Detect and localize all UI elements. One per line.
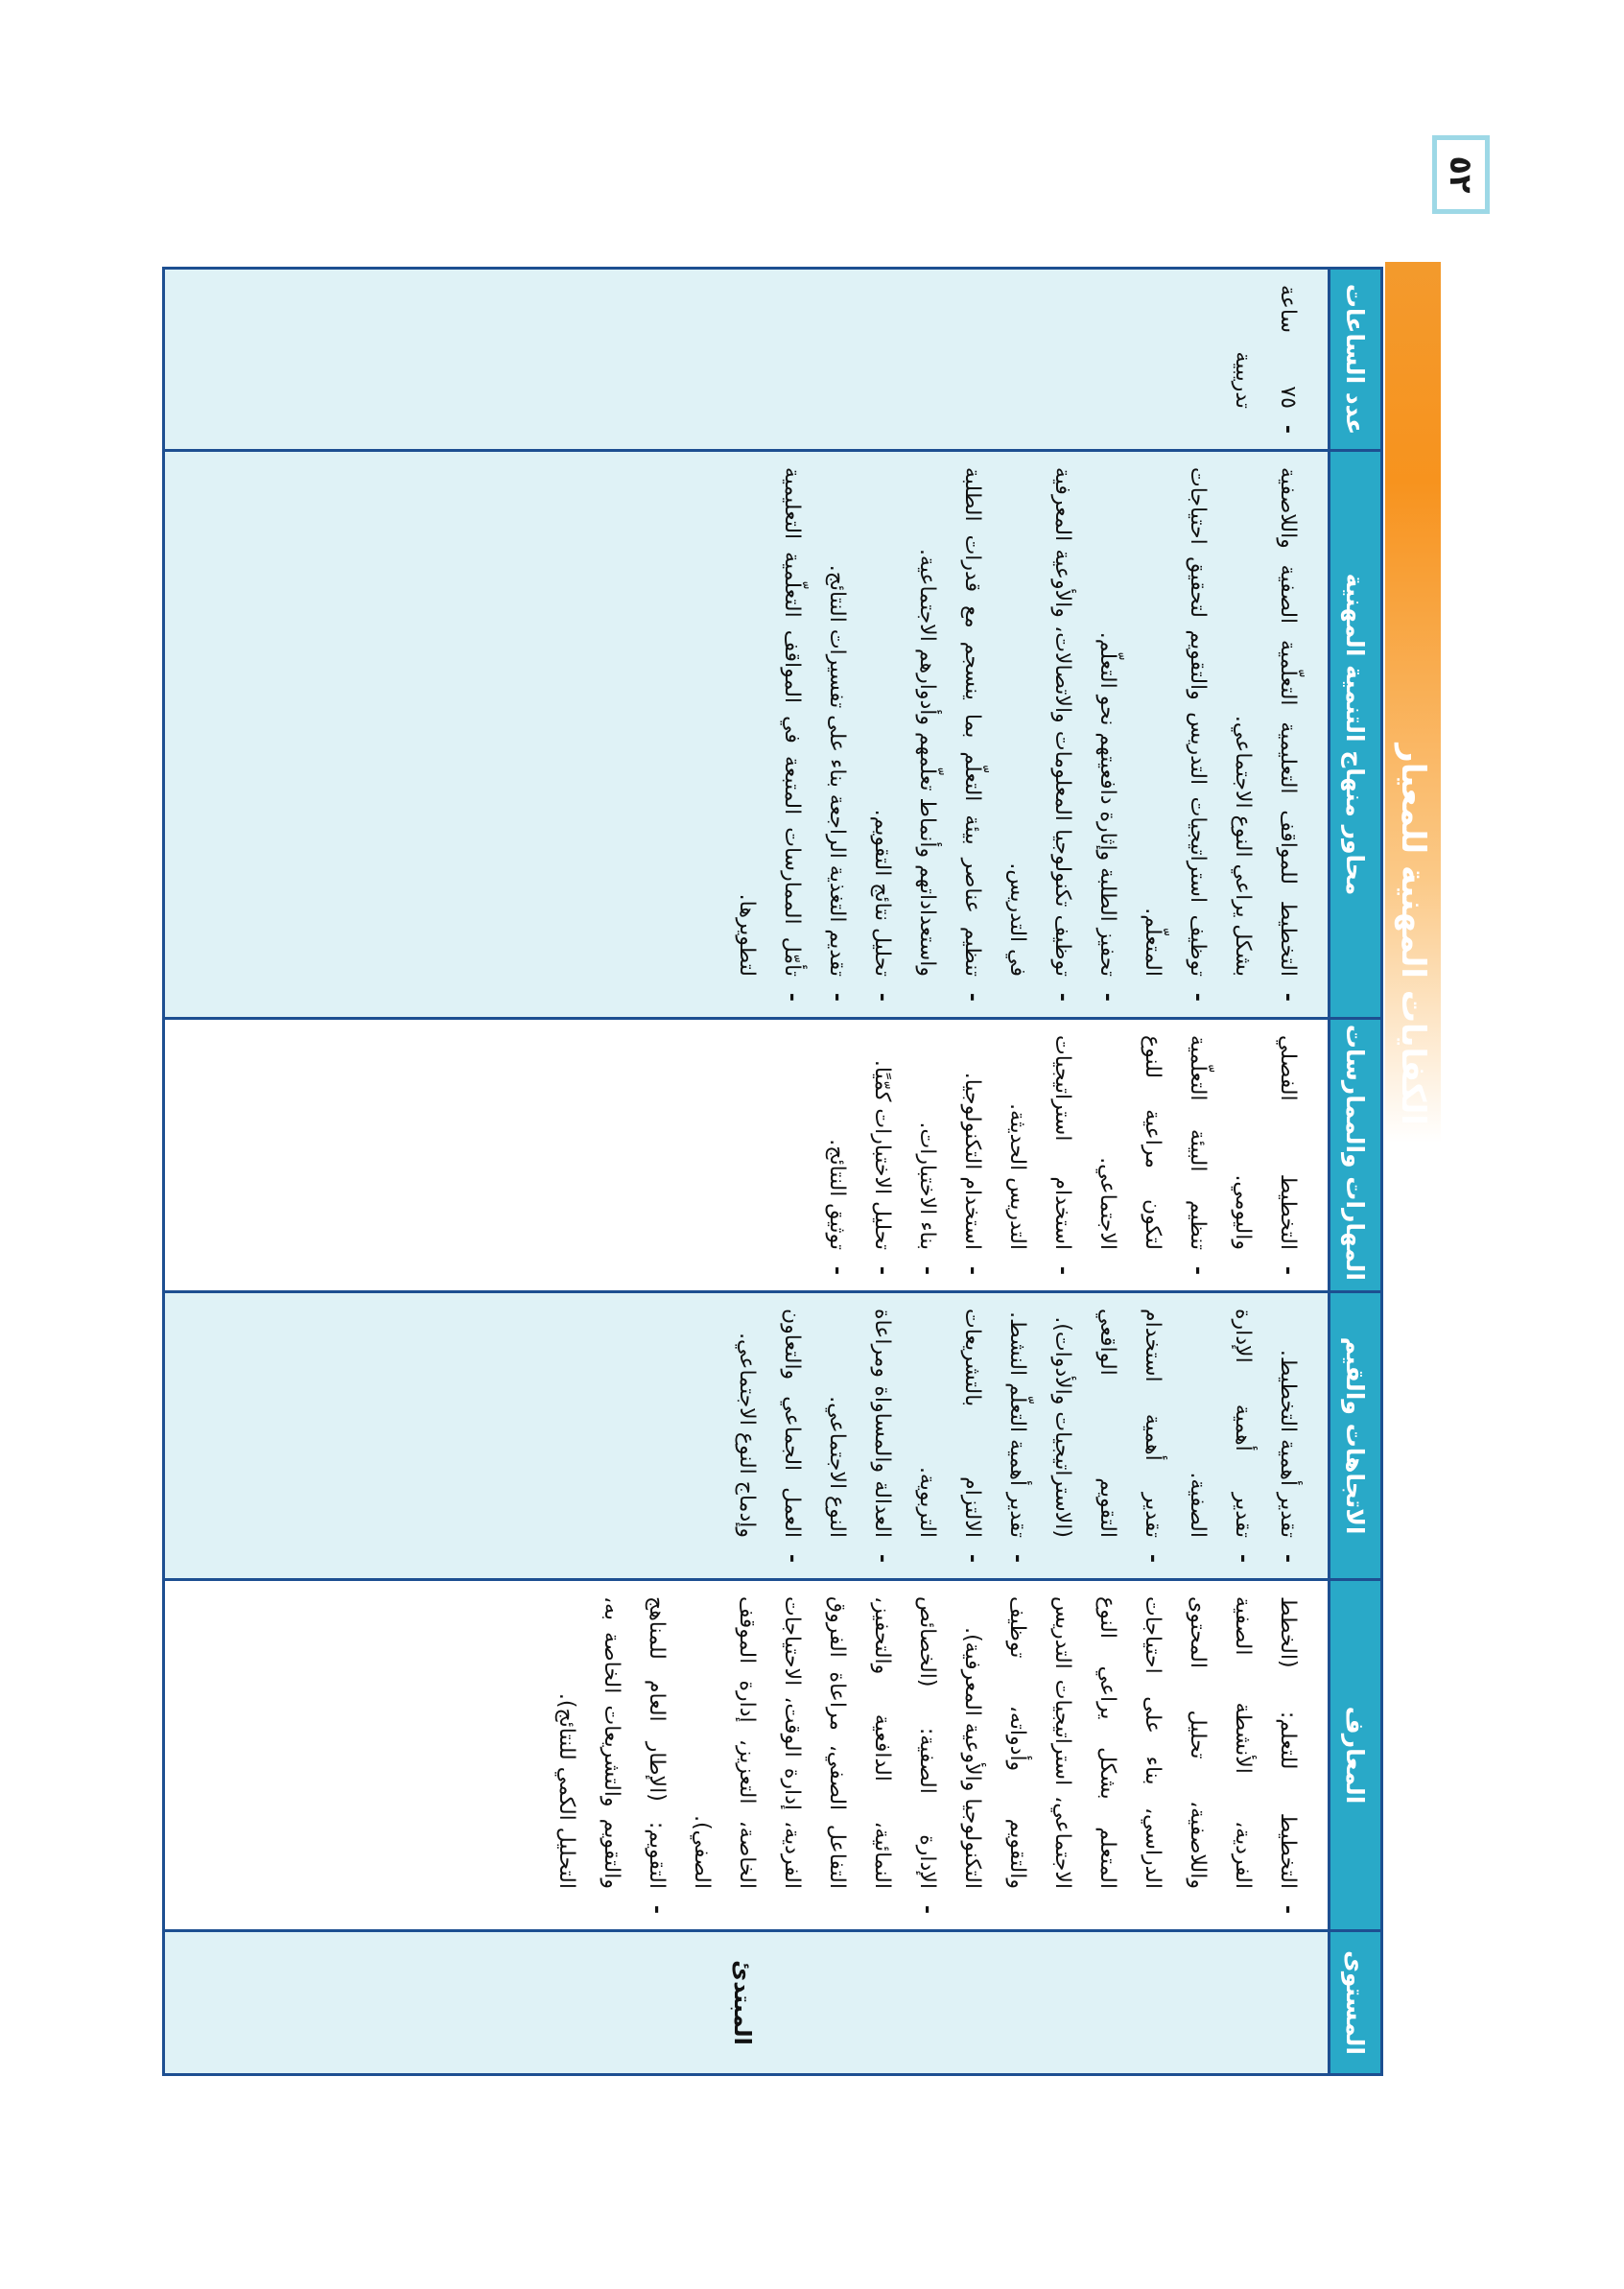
skill-item: - تنظيم البيئة التعلّمية لتكون مراعية للنوع الاجتماعي. (1085, 1035, 1220, 1275)
table-header-row (1330, 269, 1382, 2075)
program-item-list (724, 467, 1310, 1002)
program-item: - توظيف استراتيجيات التدريس والتقويم لتحقيق احتياجات المتعلّم. (1130, 467, 1220, 1002)
attitudes-cell (164, 1292, 1330, 1580)
header-attitudes: الاتجاهات والقيم (1330, 1292, 1382, 1580)
skill-item: - توثيق النتائج. (814, 1035, 859, 1275)
header-skills: المهارات والممارسات (1330, 1019, 1382, 1292)
skill-item: - استخدام التكنولوجيا. (950, 1035, 995, 1275)
attitude-item: - تقدير أهمية التخطيط. (1265, 1309, 1310, 1563)
page-number: ٥٢ (1443, 155, 1479, 194)
knowledge-item-list (544, 1596, 1310, 1914)
level-cell: المبتدئ (164, 1931, 1330, 2075)
page-number-badge (1432, 135, 1490, 214)
program-item: - تأمّل الممارسات المتبعة في المواقف التعلّمية التعليمية لتطويرها. (724, 467, 814, 1002)
section-title: الكفايات المهنية للمعيار (1394, 743, 1432, 1125)
header-hours: عدد الساعات (1330, 269, 1382, 451)
knowledge-item: - التقويم: (الإطار العام للمناهج والتقويم والتشريعات الخاصة به، التحليل الكمي للنتائج). (544, 1596, 679, 1914)
attitude-item: - العمل الجماعي والتعاون وإدماج النوع الاجتماعي. (724, 1309, 814, 1563)
skill-item-list (814, 1035, 1310, 1275)
hours-value: - ٧٥ ساعة تدريبية (1220, 285, 1310, 434)
header-knowledge: المعارف (1330, 1580, 1382, 1931)
section-title-banner (1385, 262, 1441, 1143)
skill-item: - تحليل الاختبارات كمّيًا. (859, 1035, 905, 1275)
program-item: - تنظيم عناصر بيئة التعلّم بما ينسجم مع قدرات الطلبة واستعداداتهم وأنماط تعلّمهم وأدوارهم الاجتماعية. (905, 467, 995, 1002)
program-item: - تقديم التغذية الراجعة بناء على تفسيرات النتائج. (814, 467, 859, 1002)
attitude-item-list (724, 1309, 1310, 1563)
knowledge-item: - التخطيط للتعلم: (الخطط الفردية، الأنشطة الصفية واللاصفية، تحليل المحتوى الدراسي، بناء على احتياجات المتعلم بشكل يراعي النوع الاجتماعي، استراتيجيات التدريس والتقويم وأدواته، توظيف التكنولوجيا والأوعية المعرفية). (950, 1596, 1310, 1914)
skill-item: - استخدام استراتيجيات التدريس الحديثة. (995, 1035, 1085, 1275)
knowledge-item: - الإدارة الصفية: (الخصائص النمائية، الدافعية والتحفيز، التفاعل الصفي، مراعاة الفروق الفردية، إدارة الوقت، الاحتياجات الخاصة، التعزيز، إدارة الموقف الصفي). (679, 1596, 950, 1914)
program-item: - تحفيز الطلبة وإثارة دافعيتهم نحو التعلّم. (1085, 467, 1130, 1002)
knowledge-cell (164, 1580, 1330, 1931)
skill-item: - بناء الاختبارات. (905, 1035, 950, 1275)
skills-cell (164, 1019, 1330, 1292)
table-row (164, 269, 1330, 2075)
program-item: - تحليل نتائج التقويم. (859, 467, 905, 1002)
attitude-item: - تقدير أهمية التعلّم النشط. (995, 1309, 1040, 1563)
program-item: - توظيف تكنولوجيا المعلومات والاتصالات، والأوعية المعرفية في التدريس. (995, 467, 1085, 1002)
attitude-item: - الالتزام بالتشريعات التربوية. (905, 1309, 995, 1563)
program-item: - التخطيط للمواقف التعليمية التعلّمية الصفية واللاصفية بشكل يراعي النوع الاجتماعي. (1220, 467, 1310, 1002)
attitude-item: - تقدير أهمية استخدام التقويم الواقعي (الاستراتيجيات والأدوات). (1040, 1309, 1175, 1563)
hours-cell (164, 269, 1330, 451)
attitude-item: - تقدير أهمية الإدارة الصفية. (1175, 1309, 1265, 1563)
program-cell (164, 451, 1330, 1019)
attitude-item: - العدالة والمساواة ومراعاة النوع الاجتماعي. (814, 1309, 905, 1563)
skill-item: - التخطيط الفصلي واليومي. (1220, 1035, 1310, 1275)
header-program: محاور منهاج التنمية المهنية (1330, 451, 1382, 1019)
competencies-table (162, 267, 1383, 2076)
header-level: المستوى (1330, 1931, 1382, 2075)
